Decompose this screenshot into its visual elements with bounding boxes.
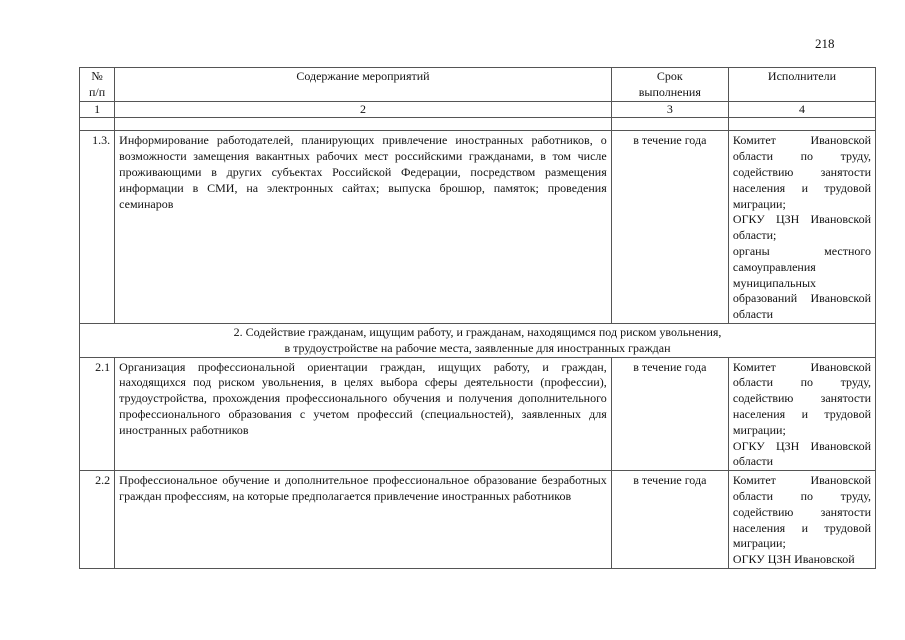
executor-item: органы местного самоуправления муниципальных образований Ивановской области <box>732 243 871 322</box>
header-num-line2: п/п <box>88 84 106 99</box>
executor-item: ОГКУ ЦЗН Ивановской <box>732 552 855 567</box>
section-heading-line1: 2. Содействие гражданам, ищущим работу, и гражданам, находящимся под риском увольнения, <box>233 324 722 339</box>
section-heading-line2: в трудоустройстве на рабочие места, заявленные для иностранных граждан <box>284 340 671 355</box>
header-term-line1: Срок <box>656 69 683 83</box>
row-number: 2.2 <box>80 471 115 569</box>
table-row-2-1 <box>80 357 876 471</box>
row-term: в течение года <box>611 357 728 471</box>
header-num <box>80 68 115 102</box>
row-content: Информирование работодателей, планирующих привлечение иностранных работников, о возможности замещения вакантных рабочих мест российскими гражданами, в том числе проживающими в других субъектах Российской Федерации, посредством размещения информации в СМИ, на электронных сайтах; выпуска брошюр, памяток; проведения семинаров <box>115 131 612 324</box>
table-row-1-3 <box>80 131 876 324</box>
table-row-2-2 <box>80 471 876 569</box>
column-numbers-row <box>80 101 876 118</box>
column-number: 3 <box>611 101 728 118</box>
header-term-line2: выполнения <box>638 84 701 99</box>
column-number: 1 <box>80 101 115 118</box>
row-term: в течение года <box>611 131 728 324</box>
executor-item: ОГКУ ЦЗН Ивановской области; <box>732 212 871 243</box>
table-header-row <box>80 68 876 102</box>
executor-item: ОГКУ ЦЗН Ивановской области <box>732 438 871 469</box>
row-term: в течение года <box>611 471 728 569</box>
measures-table <box>79 67 876 569</box>
spacer-row <box>80 118 876 131</box>
executor-item: Комитет Ивановской области по труду, содействию занятости населения и трудовой миграции; <box>732 133 871 211</box>
row-number: 1.3. <box>80 131 115 324</box>
row-content: Организация профессиональной ориентации граждан, ищущих работу, и граждан, находящихся под риском увольнения, в целях выбора сферы деятельности (профессии), трудоустройства, прохождения профессионального обучения и получения дополнительного профессионального образования с учетом профессий (специальностей), заявленных для иностранных работников <box>115 357 612 471</box>
executor-item: Комитет Ивановской области по труду, содействию занятости населения и трудовой миграции; <box>732 473 871 551</box>
section-2-heading-row <box>80 323 876 357</box>
header-num-line1: № <box>91 69 103 83</box>
row-executors <box>728 357 875 471</box>
executor-item: Комитет Ивановской области по труду, содействию занятости населения и трудовой миграции; <box>732 359 871 437</box>
page-number: 218 <box>815 36 835 51</box>
row-executors <box>728 471 875 569</box>
row-content: Профессиональное обучение и дополнительное профессиональное образование безработных граждан профессиям, на которые предполагается привлечение иностранных работников <box>115 471 612 569</box>
header-term <box>611 68 728 102</box>
section-heading <box>80 323 876 357</box>
row-executors <box>728 131 875 324</box>
header-content: Содержание мероприятий <box>115 68 612 102</box>
row-number: 2.1 <box>80 357 115 471</box>
column-number: 2 <box>115 101 612 118</box>
column-number: 4 <box>728 101 875 118</box>
header-executors: Исполнители <box>728 68 875 102</box>
